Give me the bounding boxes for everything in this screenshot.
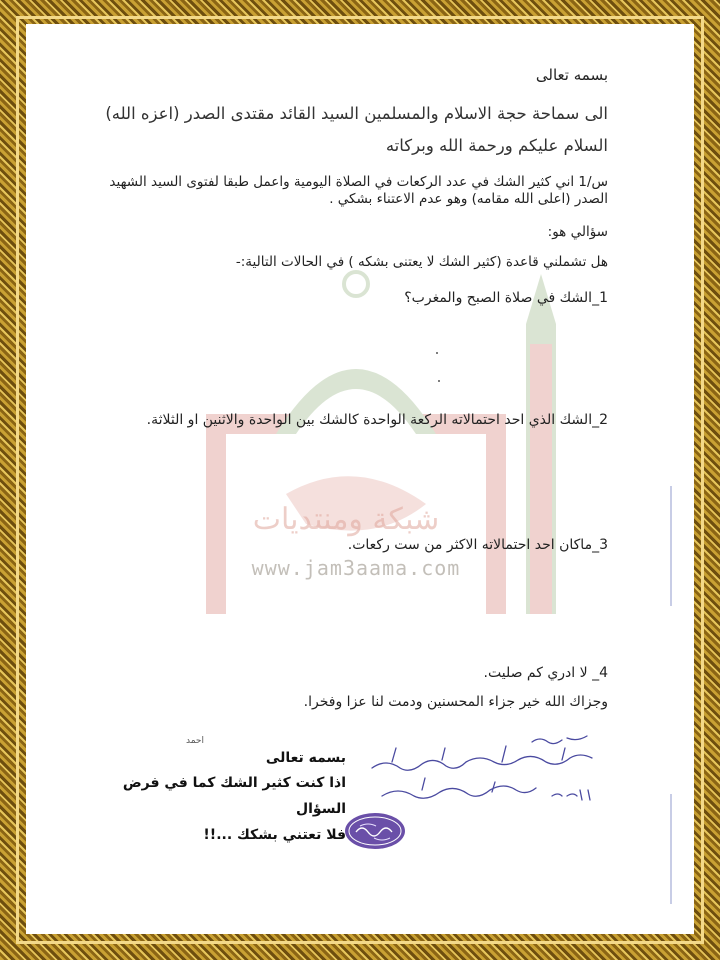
seal-stamp-icon [344, 812, 406, 850]
watermark-url: www.jam3aama.com [251, 556, 461, 580]
case-2: 2_الشك الذي احد احتمالاته الركعة الواحدة كالشك بين الواحدة والاثنين او الثلاثة. [146, 412, 608, 428]
answer-basmala: بسمه تعالى [265, 750, 346, 766]
letter-closing: وجزاك الله خير جزاء المحسنين ودمت لنا عزا وفخرا. [303, 694, 608, 710]
letter-question: س/1 اني كثير الشك في عدد الركعات في الصلاة اليومية واعمل طبقا لفتوى السيد الشهيد الصدر (اعلى الله مقامه) وهو عدم الاعتناء بشكي . [109, 174, 608, 207]
letter-greeting: السلام عليكم ورحمة الله وبركاته [385, 136, 608, 155]
dot-mark [436, 352, 438, 354]
margin-line [670, 486, 672, 606]
case-4: 4_ لا ادري كم صليت. [483, 665, 608, 681]
watermark-text: شبكة ومنتديات [252, 502, 440, 537]
document-page [26, 24, 694, 934]
answer-line-1: اذا كنت كثير الشك كما في فرض السؤال [122, 775, 346, 817]
letter-basmala: بسمه تعالى [535, 66, 608, 84]
case-3: 3_ماكان احد احتمالاته الاكثر من ست ركعات. [347, 537, 608, 553]
answer-line-2: فلا تعتني بشكك ...!! [203, 827, 346, 843]
margin-line [670, 794, 672, 904]
letter-address: الى سماحة حجة الاسلام والمسلمين السيد القائد مقتدى الصدر (اعزه الله) [105, 104, 608, 123]
question-rule: هل تشملني قاعدة (كثير الشك لا يعتنى بشكه ) في الحالات التالية:- [235, 254, 608, 270]
case-1: 1_الشك في صلاة الصبح والمغرب؟ [404, 290, 608, 306]
typed-answer [86, 746, 346, 848]
question-intro: سؤالي هو: [547, 224, 608, 240]
dot-mark [438, 380, 440, 382]
handwritten-answer-icon [362, 724, 632, 824]
sender-name: احمد [186, 736, 204, 746]
